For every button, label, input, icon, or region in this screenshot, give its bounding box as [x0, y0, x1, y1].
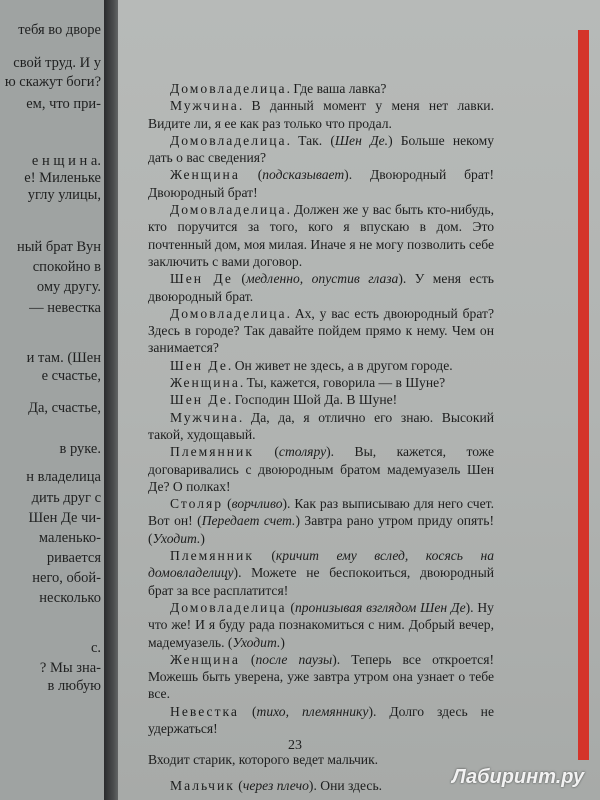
speech-text: ). Как раз выписываю для него счет. Вот он! (	[148, 496, 494, 529]
left-page-line: маленько-	[38, 530, 101, 546]
left-page-line: е н щ и н а.	[31, 153, 101, 169]
speaker-name: Шен Де	[170, 392, 228, 408]
stage-note: кричит ему вслед, косясь на домовладелицу	[148, 548, 494, 581]
last-dialogue-line	[148, 777, 494, 794]
speaker-name: Племянник	[170, 444, 254, 460]
speaker-name: Домовладелица	[170, 81, 287, 96]
left-page-line: — невестка	[29, 300, 101, 316]
left-page	[0, 0, 104, 800]
speaker-name: Женщина	[170, 651, 240, 667]
speech-text: ) Завтра рано утром приду опять! (	[148, 513, 494, 546]
left-page-line: ому другу.	[36, 279, 101, 295]
left-page-line: с.	[90, 640, 101, 656]
speech-text: )	[280, 634, 285, 650]
speech-text: . Ах, у вас есть двоюродный брат? Здесь в городе? Так давайте пойдем прямо к нему. Чем он занимается?	[148, 305, 494, 356]
speech-text: . Должен же у вас быть кто-нибудь, кто поручится за того, кого я впускаю в дом. Это почтенный дом, моя милая. Иначе я не могу позволить себе заключить с вами договор.	[148, 202, 494, 269]
dialogue-line	[148, 547, 494, 599]
speech-text: . Так. (	[286, 132, 335, 148]
speaker-name: Женщина	[170, 375, 240, 391]
speech-text: . Где ваша лавка?	[286, 81, 387, 96]
stage-note: после паузы	[255, 651, 333, 667]
speech-text: . В данный момент у меня нет лавки. Видите ли, я ее как раз только что продал.	[148, 98, 494, 131]
page-number: 23	[288, 738, 302, 753]
speech-text: (	[232, 271, 246, 287]
stage-note: Уходит.	[232, 634, 281, 650]
left-page-line: и там. (Шен	[26, 350, 101, 366]
left-page-line: спокойно в	[32, 259, 101, 275]
stage-note: через плечо	[242, 777, 309, 793]
speech-text: ). Двоюродный брат! Двоюродный брат!	[148, 167, 494, 200]
left-page-line: в руке.	[59, 441, 101, 457]
speech-text: . Господин Шой Да. В Шуне!	[227, 392, 398, 408]
stage-note: тихо, племяннику	[256, 703, 369, 719]
speaker-name: Племянник	[170, 548, 254, 564]
speech-text: (	[239, 651, 256, 667]
dialogue-line	[148, 201, 494, 270]
speech-text: . Да, да, я отлично его знаю. Высокий такой, худощавый.	[148, 409, 494, 442]
dialogue-line	[148, 374, 494, 391]
stage-note: Шен Де.	[334, 132, 389, 148]
speech-text: ). Они здесь.	[308, 777, 383, 793]
dialogue-line	[148, 357, 494, 374]
speaker-name: Мужчина	[170, 409, 239, 425]
left-page-line: тебя во дворе	[18, 22, 101, 38]
stage-note: столяру	[278, 444, 327, 460]
dialogue-line	[148, 80, 494, 97]
left-page-line: углу улицы,	[27, 187, 101, 203]
dialogue-paragraphs	[148, 80, 494, 737]
dialogue-line	[148, 97, 494, 132]
dialogue-line	[148, 651, 494, 703]
left-page-line: Шен Де чи-	[28, 510, 101, 526]
stage-note: медленно, опустив глаза	[245, 271, 399, 287]
stage-note: Уходит.	[152, 530, 201, 546]
speech-text: ). Ну что же! И я буду рада познакомиться с ним. Добрый вечер, мадемуазель. (	[148, 599, 494, 650]
speech-text: (	[253, 444, 279, 460]
speech-text: . Он живет не здесь, а в другом городе.	[227, 357, 453, 373]
speaker-name: Домовладелица	[170, 202, 287, 218]
speaker-name: Столяр	[170, 496, 224, 512]
dialogue-line	[148, 132, 494, 167]
left-page-line: ем, что при-	[26, 96, 101, 112]
speaker-name: Шен Де	[170, 271, 233, 287]
stage-note: пронизывая взглядом Шен Де	[294, 599, 466, 615]
speech-text: (	[223, 496, 232, 512]
speech-text: ). Теперь все откроется! Можешь быть уверена, уже завтра утром она узнает о тебе все.	[148, 651, 494, 702]
stage-note: подсказывает	[262, 167, 345, 183]
speech-text: (	[238, 703, 257, 719]
speech-text: . Ты, кажется, говорила — в Шуне?	[239, 375, 446, 391]
dialogue-line	[148, 703, 494, 738]
dialogue-line	[148, 270, 494, 305]
red-page-edge	[578, 30, 589, 760]
stage-note: ворчливо	[231, 496, 283, 512]
dialogue-line	[148, 305, 494, 357]
speaker-name: Домовладелица	[170, 599, 287, 615]
left-page-line: дить друг с	[31, 490, 101, 506]
left-page-line: ? Мы зна-	[39, 660, 101, 676]
speaker-name: Женщина	[170, 167, 240, 183]
left-page-line: ный брат Вун	[16, 239, 101, 255]
watermark-logo: Лабиринт.ру	[452, 766, 585, 788]
left-page-line: него, обой-	[32, 570, 101, 586]
dialogue-line	[148, 495, 494, 547]
dialogue-line	[148, 599, 494, 651]
left-page-line: н владелица	[26, 469, 101, 485]
speech-text: (	[239, 167, 263, 183]
speech-text: ). Вы, кажется, тоже договаривались с двоюродным братом мадемуазель Шен Де? О полках!	[148, 444, 494, 494]
dialogue-line	[148, 391, 494, 408]
left-page-line: е! Миленьке	[24, 170, 101, 186]
left-page-line: ю скажут боги?	[4, 74, 101, 90]
speech-text: ). Можете не беспокоиться, двоюродный брат за все расплатится!	[148, 565, 494, 598]
speech-text: ) Больше некому дать о вас сведения?	[148, 132, 494, 166]
speaker-name: Домовладелица	[170, 305, 287, 321]
speech-text: )	[200, 530, 205, 546]
speech-text: (	[234, 777, 243, 793]
dialogue-line	[148, 443, 494, 495]
left-page-line: Да, счастье,	[28, 400, 101, 416]
speech-text: ). У меня есть двоюродный брат.	[148, 271, 494, 304]
dialogue-line	[148, 166, 494, 201]
left-page-line: несколько	[39, 590, 101, 606]
speaker-name: Домовладелица	[170, 132, 287, 148]
dialogue-line	[148, 409, 494, 444]
left-page-line: свой труд. И у	[13, 55, 101, 71]
speech-text: (	[286, 599, 295, 615]
speaker-name: Мужчина	[170, 98, 239, 114]
speaker-name: Шен Де	[170, 357, 228, 373]
stage-note: Передает счет.	[201, 513, 296, 529]
left-page-line: е счастье,	[41, 368, 101, 384]
speaker-name: Невестка	[170, 703, 239, 719]
left-page-line: ривается	[46, 550, 101, 566]
speech-text: (	[253, 548, 276, 564]
speaker-name: Мальчик	[170, 777, 235, 793]
page-text	[148, 80, 494, 794]
speech-text: ). Долго здесь не удержаться!	[148, 703, 494, 736]
left-page-line: в любую	[47, 678, 101, 694]
stage-direction: Входит старик, которого ведет мальчик.	[148, 752, 379, 768]
